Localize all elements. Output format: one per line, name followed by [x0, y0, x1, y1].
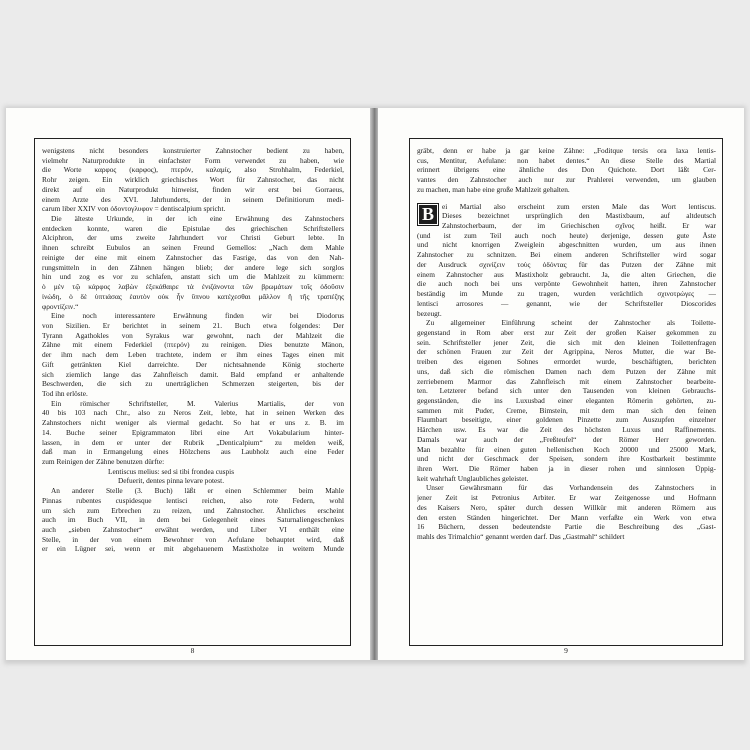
text-line: zu machen, man habe eine große Mahlzeit gehalten. [417, 184, 570, 194]
text-line: Zähne mit einem Federkiel (πτερόν) zu reinigen. Dies benutzte Mänon, [42, 340, 344, 350]
text-line: zum Reinigen der Zähne benutzen dürfte: [42, 457, 165, 466]
text-line: Rohr zeigen. Ein wirklich griechisches Wort für Zahnstocher, das nicht [42, 175, 344, 185]
text-line: Stelle, in der von einem Bewohner von Aefulane behauptet wird, daß [42, 534, 344, 544]
text-line: An anderer Stelle (3. Buch) läßt er einen Schlemmer beim Mahle [51, 486, 344, 496]
text-line: Zahnstocher zu schnitzen. Bei einem anderen Schriftsteller wird sogar [417, 250, 716, 260]
text-line: Tod ihn erlöste. [42, 388, 88, 398]
text-line: (und ist zum Teil auch noch heute) derjenige, dessen gute Äste [417, 230, 716, 240]
text-line: Zahnstocherbaum, der im Griechischen σχῖνος heißt. Er war [442, 221, 716, 231]
text-line: Pinnas rubentes cuspidesque lentisci reichen, also rote Federn, wohl [42, 495, 344, 505]
text-line: lentisci arrosores — genannt, wie der Schriftsteller Dioscorides [417, 298, 716, 308]
text-line: einem Zahnstocher aus Mastixholz gebraucht. Ja, die alten Griechen, die [417, 269, 716, 279]
book-gutter [370, 108, 378, 660]
text-line: auch im Buch VII, in dem bei Gelegenheit eines Saturnaliengeschenkes [42, 515, 344, 525]
text-line: Alciphron, der ums zweite Jahrhundert vor Christi Geburt lebte. In [42, 233, 344, 243]
text-line: Gift getränkten Kiel darreichte. Der nichtsahnende König stocherte [42, 359, 344, 369]
text-line: ei Martial also erscheint zum ersten Male das Wort lentiscus. [442, 201, 716, 211]
text-line: und nicht knorrigen Zweiglein abgeschnitten wurden, um aus ihnen [417, 240, 716, 250]
text-line: cus, Mentitur, Aefulane: non habet dentes.“ An diese Stelle des Martial [417, 155, 716, 165]
text-line: sein. Schriftsteller jener Zeit, die sich mit den kleinen Toilettenfragen [417, 337, 716, 347]
right-page-number: 9 [564, 646, 568, 655]
right-page-frame [409, 138, 723, 655]
text-line: φροντίζειν.“ [42, 301, 79, 311]
text-line: die auch noch bei uns verpönte Gewohnheit hatten, ihren Zahnstocher [417, 279, 716, 289]
text-line: Damals war auch der „Freßteufel“ der Römer Herr geworden. [417, 434, 716, 444]
text-line: Man bezahlte für einen guten hellenischen Koch 20000 und 25000 Mark, [417, 444, 716, 454]
text-line: lassen, in dem er unter der Rubrik „Denticalpium“ zu melden weiß, [42, 437, 344, 447]
text-line: gegenständen, die ins Luxusbad einer eleganten Römerin gehörten, zu- [417, 395, 716, 405]
text-line: Zu allgemeiner Einführung scheint der Zahnstocher als Toilette- [426, 318, 716, 328]
text-line: zerriebenem Marmor das Zahnfleisch mit einem Zahnstocher bearbeite- [417, 376, 716, 386]
text-line: die Worte καρφος (καρφος), πτερόν, καλαμίς, also Strohhalm, Federkiel, [42, 165, 344, 175]
text-line: und nicht der Geschmack der Speisen, sondern ihre Kostbarkeit bestimmte [417, 454, 716, 464]
text-line: Ein römischer Schriftsteller, M. Valerius Martialis, der von [51, 398, 344, 408]
text-line: bezeugt. [417, 308, 442, 318]
text-line: Dieses bezeichnet ursprünglich den Mastixbaum, auf altdeutsch [442, 211, 716, 221]
right-page-text [417, 146, 716, 542]
text-line: keit wahrhaft Unglaubliches geleistet. [417, 473, 529, 483]
text-line: Eine noch interessantere Erwähnung finden wir bei Diodorus [51, 311, 344, 321]
text-line: Härchen usw. Es war die Zeit des höchsten Luxus und Raffinements. [417, 425, 716, 435]
left-page-frame [34, 138, 351, 655]
text-line: einem Arzte des XVI. Jahrhunderts, der in seinem Definitiorum medi- [42, 194, 344, 204]
text-line: ὁ μὲν τῷ κάρφος λαβὼν ἐξεκάθαιρε τὰ ἐνιζάνοντα τῶν βρωμάτων τοῖς ὀδοῦσιν [42, 282, 344, 292]
text-line: ihren Wert. Die Römer haben ja in dieser rohen und sinnlosen Üppig- [417, 464, 716, 473]
text-line: jener Zeit ist Petronius Arbiter. Er war Zeitgenosse und Hofmann [417, 493, 716, 503]
left-page-number: 8 [190, 646, 195, 655]
text-line: erinnert übrigens eine ähnliche des Don Quichote. Dort läßt Cer- [417, 165, 716, 175]
text-line: 14. Buche seiner Epigrammaton libri eine Art Vokabularium hinter- [42, 427, 344, 437]
text-line: 16 Büchern, dessen bedeutendste Partie die Beschreibung des „Gast- [417, 522, 716, 532]
text-line: der ihm nach dem Leben trachtete, indem er ihm eines Tages einen mit [42, 350, 344, 360]
text-line: Defuerit, dentes pinna levare potest. [118, 476, 225, 486]
text-line: treiben des eigenen Sohnes ermordet wurde, beschäftigten, berichten [417, 357, 716, 367]
text-line: daß man in Ermangelung eines Hölzchens aus Laubholz auch eine Feder [42, 447, 344, 457]
text-line: hin und zog es vor zu schlafen, anstatt sich um die Mahlzeit zu kümmern: [42, 272, 344, 282]
background [0, 0, 750, 108]
text-line: vantes den Zahnstocher auch nur zur Prahlerei verwenden, um glauben [417, 175, 716, 185]
text-line: Tyrann Agathokles von Syrakus war gewohnt, nach der Mahlzeit die [42, 330, 344, 340]
text-line: entdecken konnte, waren die Epistulae des griechischen Schriftstellers [42, 223, 344, 233]
text-line: der Ausdruck σχινίζειν τοὺς ὀδόντας für das Putzen der Zähne mit [417, 259, 716, 269]
text-line: er ein Lügner sei, wenn er mit abgehauenem Mastixholze in weitem Munde [42, 544, 344, 554]
text-line: der schönen Frauen zur Zeit der Agrippina, Neros Mutter, die war Be- [417, 347, 716, 357]
left-page-text [42, 146, 344, 554]
text-line: sich ziemlich lange das Zahnfleisch damit. Bald empfand er anhaltende [42, 369, 344, 379]
text-line: wenigstens nicht besonders konstruierter Zahnstocher bedient zu haben, [42, 146, 344, 155]
text-line: rungsmitteln in den Zähnen hängen blieb; der andere lege sich sorglos [42, 262, 344, 272]
text-line: des Kaisers Nero, später durch dessen Willkür mit anderen Römern aus [417, 502, 716, 512]
text-line: Unser Gewährsmann für das Vorhandensein des Zahnstochers in [426, 483, 716, 493]
text-line: gegenstand in Rom aber erst zur Zeit der großen Kaiser gekommen zu [417, 327, 716, 337]
left-page [6, 108, 370, 660]
text-line: vielmehr Naturprodukte in einfachster Form verwendet zu haben, wie [42, 155, 344, 165]
text-line: um sich zum Erbrechen zu reizen, und Zahnstocher. Ähnliches erscheint [42, 505, 344, 515]
text-line: von Sizilien. Er berichtet in seinem 21. Buch etwa folgendes: Der [42, 320, 344, 330]
text-line: ten. Letzterer befand sich unter den Tausenden von kleinen Gebrauchs- [417, 386, 716, 396]
text-line: sammen mit Puder, Creme, Bimstein, mit dem man sich den feinen [417, 405, 716, 415]
text-line: mahls des Trimalchio“ genannt werden darf. Das „Gastmahl“ schildert [417, 532, 625, 542]
text-line: auch „sieben Zahnstocher“ erwähnt werden, und Liber VI enthält eine [42, 525, 344, 535]
paragraph-gap [417, 195, 716, 202]
text-line: ihnen schreibt Eubulos an seinen Freund Gemellos: „Nach dem Mahle [42, 243, 344, 253]
text-line: 40 bis 103 nach Chr., also zu Neros Zeit, lebte, hat in seinen Werken des [42, 408, 344, 418]
text-line: direkt auf ein Naturprodukt hinweist, finden wir erst bei Gorraeus, [42, 184, 344, 194]
text-line: gräbt, denn er habe ja gar keine Zähne: „Foditque tersis ora laxa lentis- [417, 146, 716, 155]
text-line: ἰνώδη, ὁ δὲ ὑπτιάσας ἑαυτὸν οὐκ ἦν ὕπνου κατέχεσθαι μᾶλλον ἢ τῆς τραπέζης [42, 291, 344, 301]
drop-cap-initial: B [417, 203, 439, 226]
text-line: reinigte der eine mit einem Zahnstocher das Fasrige, das von den Nah- [42, 252, 344, 262]
text-line: uns, daß sich die römischen Damen nach dem Putzen der Zähne mit [417, 366, 716, 376]
text-line: Lentiscus melius: sed si tibi frondea cuspis [108, 466, 235, 476]
text-line: Beschwerden, die sich zu unerträglichen Schmerzen steigerten, bis der [42, 379, 344, 389]
text-line: Flaumbart beseitigte, einer goldenen Pinzette zum Auszupfen einzelner [417, 415, 716, 425]
right-page [378, 108, 744, 660]
text-line: Zahnstochers nicht weniger als viermal gedacht. So hat er uns z. B. im [42, 418, 344, 428]
text-line: beständig im Munde zu tragen, wurden verächtlich σχινοτρώγες — [417, 289, 716, 299]
text-line: den ersten Ständen hingerichtet. Der Mann verfaßte ein Werk von etwa [417, 512, 716, 522]
text-line: Die älteste Urkunde, in der ich eine Erwähnung des Zahnstochers [51, 214, 344, 224]
text-line: carum liber XXIV von ὀδοντογλυφον = dentiscalpium spricht. [42, 204, 226, 214]
